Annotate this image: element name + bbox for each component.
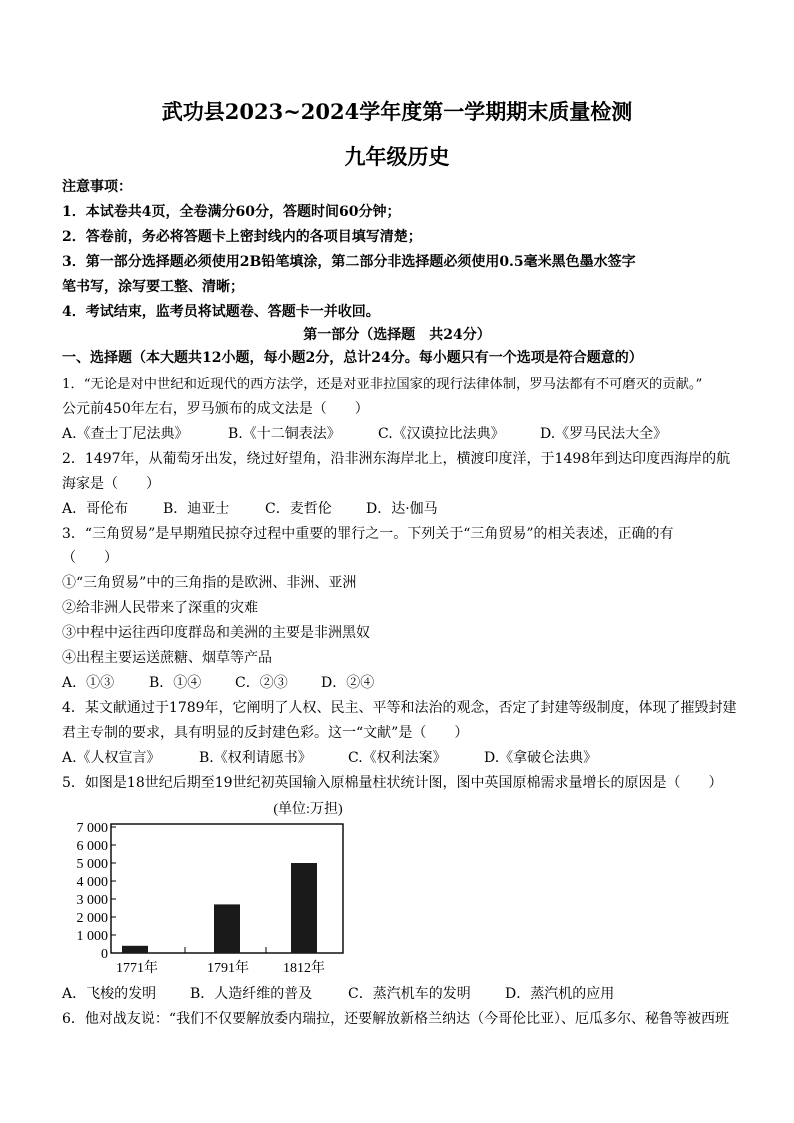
q3-statement: ②给非洲人民带来了深重的灾难 bbox=[62, 600, 258, 616]
chart-bars bbox=[122, 863, 317, 953]
section-heading: 一、选择题（本大题共12小题，每小题2分，总计24分。每小题只有一个选项是符合题意的） bbox=[62, 350, 643, 366]
q1-option-a: A.《查士丁尼法典》 bbox=[62, 426, 189, 442]
y-tick-label: 7 000 bbox=[76, 821, 108, 836]
y-tick-label: 1 000 bbox=[76, 929, 108, 944]
q3-statement: ①“三角贸易”中的三角指的是欧洲、非洲、亚洲 bbox=[62, 575, 357, 591]
q1-option-b: B.《十二铜表法》 bbox=[228, 426, 341, 442]
bar-1812年 bbox=[291, 863, 317, 953]
x-axis-labels bbox=[116, 959, 325, 976]
q3-option-b: B．①④ bbox=[149, 675, 202, 691]
note-item: 2．答卷前，务必将答题卡上密封线内的各项目填写清楚； bbox=[62, 229, 422, 245]
q2-stem: 2．1497年，从葡萄牙出发，绕过好望角，沿非洲东海岸北上，横渡印度洋，于1498年到达印度西海岸的航 bbox=[62, 451, 731, 467]
q5-stem: 5．如图是18世纪后期至19世纪初英国输入原棉量柱状统计图，图中英国原棉需求量增长的原因是（ ） bbox=[62, 775, 723, 791]
q4-stem: 君主专制的要求，具有明显的反封建色彩。这一“文献”是（ ） bbox=[62, 725, 469, 741]
q4-option-c: C.《权利法案》 bbox=[348, 750, 447, 766]
q2-stem: 海家是（ ） bbox=[62, 476, 160, 492]
q3-option-a: A．①③ bbox=[62, 675, 115, 691]
q4-option-d: D.《拿破仑法典》 bbox=[484, 750, 598, 766]
x-tick-label: 1812年 bbox=[283, 961, 325, 976]
x-tick-label: 1771年 bbox=[116, 961, 158, 976]
q1-stem: 1．“无论是对中世纪和近现代的西方法学，还是对亚非拉国家的现行法律体制，罗马法都有不可磨灭的贡献。” bbox=[62, 377, 703, 392]
bar-1791年 bbox=[214, 904, 240, 953]
cotton-import-bar-chart bbox=[60, 795, 360, 980]
q4-option-b: B.《权利请愿书》 bbox=[199, 750, 312, 766]
exam-title: 武功县2023~2024学年度第一学期期末质量检测 bbox=[161, 99, 633, 124]
q2-option-a: A．哥伦布 bbox=[62, 501, 129, 517]
y-tick-label: 0 bbox=[101, 947, 108, 962]
notes-heading: 注意事项： bbox=[62, 179, 132, 195]
note-item: 3．第一部分选择题必须使用2B铅笔填涂，第二部分非选择题必须使用0.5毫米黑色墨水签字 bbox=[62, 254, 636, 270]
note-item: 笔书写，涂写要工整、清晰； bbox=[62, 279, 244, 295]
y-tick-label: 2 000 bbox=[76, 911, 108, 926]
q3-statement: ③中程中运往西印度群岛和美洲的主要是非洲黑奴 bbox=[62, 625, 370, 641]
note-item: 1．本试卷共4页，全卷满分60分，答题时间60分钟； bbox=[62, 204, 401, 220]
y-tick-label: 4 000 bbox=[76, 875, 108, 890]
part1-heading: 第一部分（选择题 共24分） bbox=[303, 327, 491, 343]
q3-statement: ④出程主要运送蔗糖、烟草等产品 bbox=[62, 650, 272, 666]
chart-unit-label: (单位:万担) bbox=[273, 802, 343, 817]
q3-option-c: C．②③ bbox=[235, 675, 288, 691]
q2-option-d: D．达·伽马 bbox=[366, 501, 438, 517]
q2-option-c: C．麦哲伦 bbox=[265, 501, 332, 517]
q1-option-d: D.《罗马民法大全》 bbox=[540, 426, 668, 442]
q6-stem: 6．他对战友说：“我们不仅要解放委内瑞拉，还要解放新格兰纳达（今哥伦比亚）、厄瓜多尔、秘鲁等被西班 bbox=[62, 1011, 730, 1027]
y-tick-label: 6 000 bbox=[76, 839, 108, 854]
q3-stem: （ ） bbox=[62, 550, 118, 566]
q1-option-c: C.《汉谟拉比法典》 bbox=[378, 426, 505, 442]
y-tick-label: 3 000 bbox=[76, 893, 108, 908]
y-tick-label: 5 000 bbox=[76, 857, 108, 872]
q5-option-b: B．人造纤维的普及 bbox=[190, 986, 313, 1002]
q1-stem: 公元前450年左右，罗马颁布的成文法是（ ） bbox=[62, 401, 369, 417]
y-axis-ticks bbox=[77, 821, 117, 962]
q4-option-a: A.《人权宣言》 bbox=[62, 750, 161, 766]
q3-stem: 3．“三角贸易”是早期殖民掠夺过程中重要的罪行之一。下列关于“三角贸易”的相关表述，正确的有 bbox=[62, 526, 674, 542]
bar-1771年 bbox=[122, 946, 148, 953]
q2-option-b: B．迪亚士 bbox=[163, 501, 230, 517]
q5-option-d: D．蒸汽机的应用 bbox=[505, 986, 615, 1002]
note-item: 4．考试结束，监考员将试题卷、答题卡一并收回。 bbox=[62, 304, 380, 320]
q5-option-a: A．飞梭的发明 bbox=[62, 986, 157, 1002]
q4-stem: 4．某文献通过于1789年，它阐明了人权、民主、平等和法治的观念，否定了封建等级制度，体现了摧毁封建 bbox=[62, 700, 737, 716]
exam-subtitle: 九年级历史 bbox=[344, 144, 450, 169]
q5-option-c: C．蒸汽机车的发明 bbox=[348, 986, 471, 1002]
x-tick-label: 1791年 bbox=[207, 961, 249, 976]
q3-option-d: D．②④ bbox=[321, 675, 375, 691]
